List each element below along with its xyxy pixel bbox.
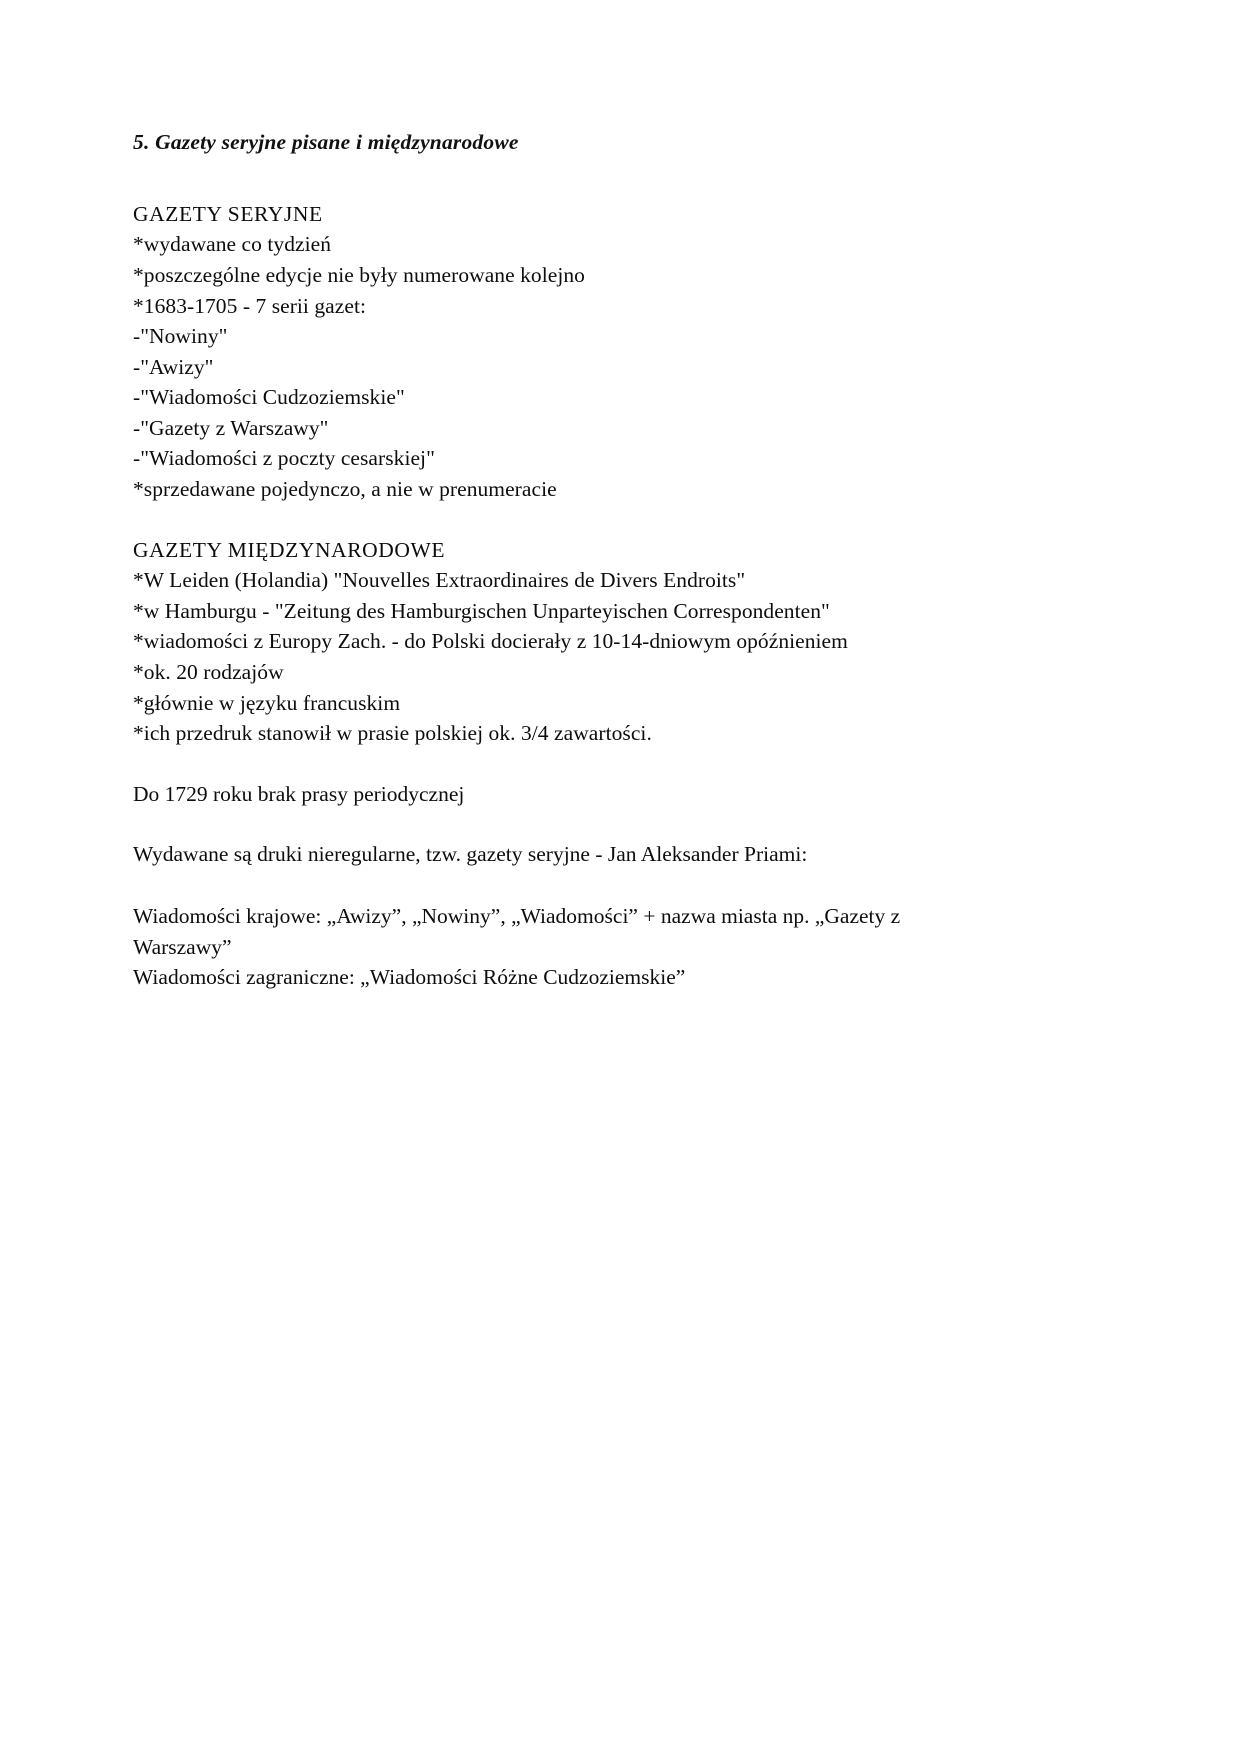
list-item: *sprzedawane pojedynczo, a nie w prenumeracie (133, 477, 557, 502)
list-item: *w Hamburgu - "Zeitung des Hamburgischen Unparteyischen Correspondenten" (133, 598, 830, 623)
paragraph-spacer (133, 809, 1110, 839)
list-item: *wydawane co tydzień (133, 232, 332, 257)
section-heading-serial: GAZETY SERYJNE (133, 201, 323, 226)
list-item: *1683-1705 - 7 serii gazet: (133, 293, 367, 318)
paragraph-no-periodicals: Do 1729 roku brak prasy periodycznej (133, 781, 465, 806)
paragraph-irregular-prints: Wydawane są druki nieregularne, tzw. gazety seryjne - Jan Aleksander Priami: (133, 842, 808, 867)
page-title: 5. Gazety seryjne pisane i międzynarodowe (133, 130, 519, 154)
list-item: -"Nowiny" (133, 324, 228, 349)
list-item: -"Awizy" (133, 354, 214, 379)
section-serial-newspapers (133, 199, 1110, 505)
section-heading-international: GAZETY MIĘDZYNARODOWE (133, 537, 446, 562)
list-item: -"Gazety z Warszawy" (133, 415, 329, 440)
list-item: *poszczególne edycje nie były numerowane kolejno (133, 262, 585, 287)
list-item: *W Leiden (Holandia) "Nouvelles Extraordinaires de Divers Endroits" (133, 568, 746, 593)
list-item: *głównie w języku francuskim (133, 690, 401, 715)
paragraph-domestic-news: Wiadomości krajowe: „Awizy”, „Nowiny”, „Wiadomości” + nazwa miasta np. „Gazety z Warszawy” (133, 904, 901, 959)
list-item: -"Wiadomości Cudzoziemskie" (133, 385, 405, 410)
list-item: *ich przedruk stanowił w prasie polskiej ok. 3/4 zawartości. (133, 721, 652, 746)
list-item: *ok. 20 rodzajów (133, 660, 284, 685)
paragraph-foreign-news: Wiadomości zagraniczne: „Wiadomości Różne Cudzoziemskie” (133, 965, 686, 990)
section-international-newspapers (133, 535, 1110, 749)
list-item: -"Wiadomości z poczty cesarskiej" (133, 446, 435, 471)
list-item: *wiadomości z Europy Zach. - do Polski docierały z 10-14-dniowym opóźnieniem (133, 629, 848, 654)
paragraph-spacer (133, 870, 1110, 901)
